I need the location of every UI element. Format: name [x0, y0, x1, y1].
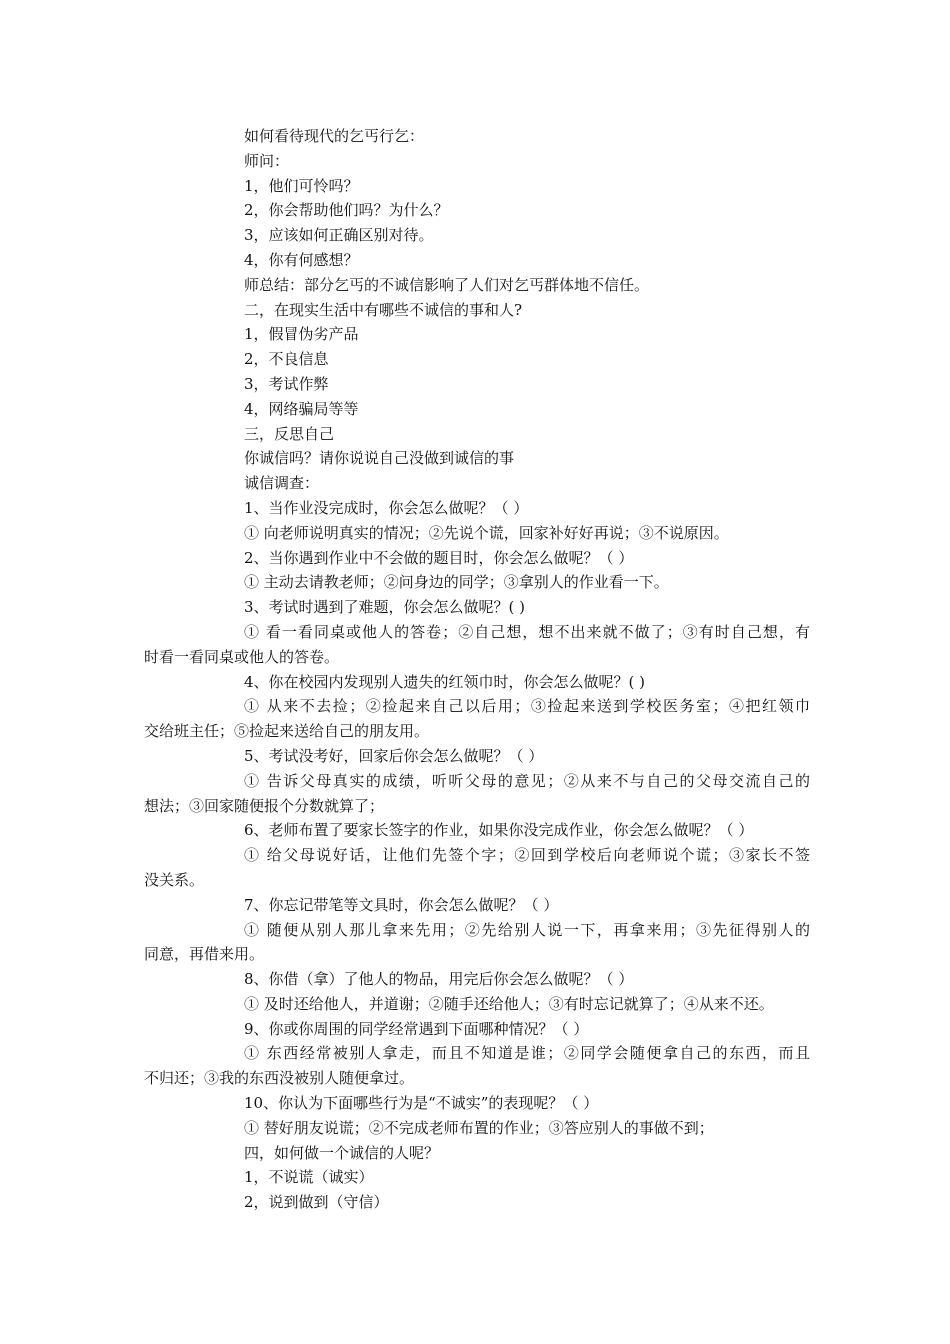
section-heading: 四，如何做一个诚信的人呢？ — [244, 1143, 440, 1162]
survey-question: 1、当作业没完成时，你会怎么做呢？（ ） — [244, 498, 529, 517]
survey-question: 8、你借（拿）了他人的物品，用完后你会怎么做呢？（ ） — [244, 970, 634, 989]
survey-question: 2、当你遇到作业中不会做的题目时，你会怎么做呢？（ ） — [244, 548, 634, 567]
document-body — [144, 124, 810, 1215]
survey-options-continued: 不归还；③我的东西没被别人随便拿过。 — [144, 1069, 415, 1088]
survey-options-continued: 想法；③回家随便报个分数就算了； — [144, 796, 385, 815]
survey-options: ① 给父母说好话，让他们先签个字；②回到学校后向老师说个谎；③家长不签 — [244, 846, 810, 865]
text-line: 2，不良信息 — [244, 350, 329, 369]
text-line: 诚信调查： — [244, 474, 320, 493]
text-line: 4，你有何感想？ — [244, 250, 359, 269]
text-line: 1，他们可怜吗？ — [244, 176, 359, 195]
survey-question: 7、你忘记带笔等文具时，你会怎么做呢？（ ） — [244, 895, 559, 914]
text-line: 3，考试作弊 — [244, 374, 329, 393]
text-line: 你诚信吗？请你说说自己没做到诚信的事 — [244, 449, 515, 468]
survey-options: ① 看一看同桌或他人的答卷；②自己想，想不出来就不做了；③有时自己想，有 — [244, 622, 810, 641]
survey-options: ① 东西经常被别人拿走，而且不知道是谁；②同学会随便拿自己的东西，而且 — [244, 1044, 810, 1063]
survey-options: ① 向老师说明真实的情况；②先说个谎，回家补好好再说；③不说原因。 — [244, 523, 729, 542]
survey-question: 9、你或你周围的同学经常遇到下面哪种情况？（ ） — [244, 1019, 589, 1038]
survey-options: ① 从来不去捡；②捡起来自己以后用；③捡起来送到学校医务室；④把红领巾 — [244, 697, 810, 716]
text-line: 3，应该如何正确区别对待。 — [244, 226, 434, 245]
text-line: 4，网络骗局等等 — [244, 399, 359, 418]
text-line: 如何看待现代的乞丐行乞： — [244, 127, 425, 145]
survey-options-continued: 交给班主任；⑤捡起来送给自己的朋友用。 — [144, 722, 430, 741]
survey-question: 3、考试时遇到了难题，你会怎么做呢？( ) — [244, 598, 526, 617]
survey-options: ① 随便从别人那儿拿来先用；②先给别人说一下，再拿来用；③先征得别人的 — [244, 920, 810, 939]
text-line: 1，不说谎（诚实） — [244, 1168, 374, 1187]
survey-options-continued: 没关系。 — [144, 870, 205, 889]
survey-options-continued: 时看一看同桌或他人的答卷。 — [144, 647, 340, 666]
survey-options: ① 替好朋友说谎；②不完成老师布置的作业；③答应别人的事做不到； — [244, 1118, 714, 1137]
survey-options-continued: 同意，再借来用。 — [144, 945, 265, 964]
section-heading: 三，反思自己 — [244, 424, 335, 443]
text-line: 2，说到做到（守信） — [244, 1193, 389, 1212]
text-line: 1，假冒伪劣产品 — [244, 325, 359, 344]
section-heading: 二，在现实生活中有哪些不诚信的事和人? — [244, 300, 523, 319]
text-line: 师问： — [244, 151, 290, 170]
text-line: 2，你会帮助他们吗？为什么？ — [244, 201, 449, 220]
survey-question: 6、老师布置了要家长签字的作业，如果你没完成作业，你会怎么做呢？（ ） — [244, 821, 754, 840]
survey-options: ① 告诉父母真实的成绩，听听父母的意见；②从来不与自己的父母交流自己的 — [244, 771, 810, 790]
survey-question: 10、你认为下面哪些行为是“不诚实”的表现呢？（ ） — [244, 1094, 599, 1113]
survey-question: 4、你在校园内发现别人遗失的红领巾时，你会怎么做呢？( ) — [244, 672, 646, 691]
survey-options: ① 主动去请教老师；②问身边的同学；③拿别人的作业看一下。 — [244, 573, 669, 592]
text-line: 师总结：部分乞丐的不诚信影响了人们对乞丐群体地不信任。 — [244, 275, 650, 294]
survey-question: 5、考试没考好，回家后你会怎么做呢？（ ） — [244, 746, 544, 765]
survey-options: ① 及时还给他人，并道谢；②随手还给他人；③有时忘记就算了；④从来不还。 — [244, 994, 774, 1013]
